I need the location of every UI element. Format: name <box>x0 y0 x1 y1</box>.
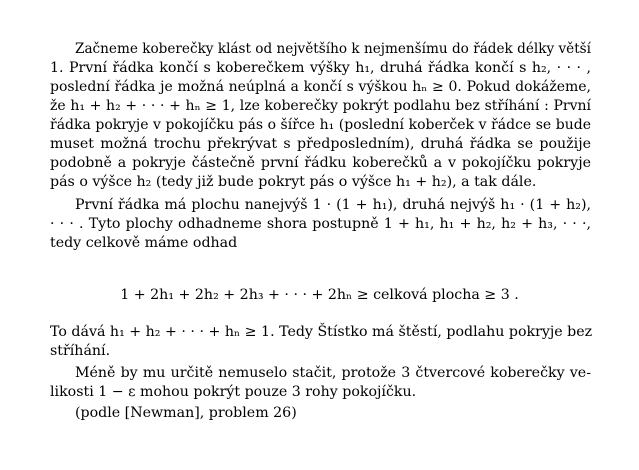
text-line: · · · . Tyto plochy odhadneme shora postupně 1 + h₁, h₁ + h₂, h₂ + h₃, · · ·, <box>50 216 591 232</box>
text-line: likosti 1 − ε mohou pokrýt pouze 3 rohy pokojíčku. <box>50 384 417 400</box>
text-line: muset možná trochu překrývat s předposledním), druhá řádka se použije <box>50 136 591 152</box>
text-line: podobně a pokryje částečně první řádku koberečků a v pokojíčku pokryje <box>50 155 591 171</box>
text-line: Začneme koberečky klást od největšího k nejmenšímu do řádek délky větší <box>75 41 591 57</box>
citation-line: (podle [Newman], problem 26) <box>75 405 297 421</box>
text-line: že h₁ + h₂ + · · · + hₙ ≥ 1, lze koberečky pokrýt podlahu bez stříhání : První <box>50 98 591 114</box>
text-line: poslední řádka je možná neúplná a končí s výškou hₙ ≥ 0. Pokud dokážeme, <box>50 79 591 95</box>
text-line: tedy celkově máme odhad <box>50 235 238 251</box>
text-line: To dává h₁ + h₂ + · · · + hₙ ≥ 1. Tedy Štístko má štěstí, podlahu pokryje bez <box>50 324 593 340</box>
text-line: První řádka má plochu nanejvýš 1 · (1 + h₁), druhá nejvýš h₁ · (1 + h₂), <box>75 197 591 213</box>
text-line: řádka pokryje v pokojíčku pás o šířce h₁ (poslední koberček v řádce se bude <box>50 117 591 133</box>
text-line: stříhání. <box>50 343 111 359</box>
text-line: pás o výšce h₂ (tedy již bude pokryt pás o výšce h₁ + h₂), a tak dále. <box>50 174 537 190</box>
text-line: Méně by mu určitě nemuselo stačit, protože 3 čtvercové koberečky ve- <box>75 365 591 381</box>
text-line: 1. První řádka končí s koberečkem výšky h₁, druhá řádka končí s h₂, · · · , <box>50 60 591 76</box>
display-equation: 1 + 2h₁ + 2h₂ + 2h₃ + · · · + 2hₙ ≥ celková plocha ≥ 3 . <box>120 287 519 303</box>
